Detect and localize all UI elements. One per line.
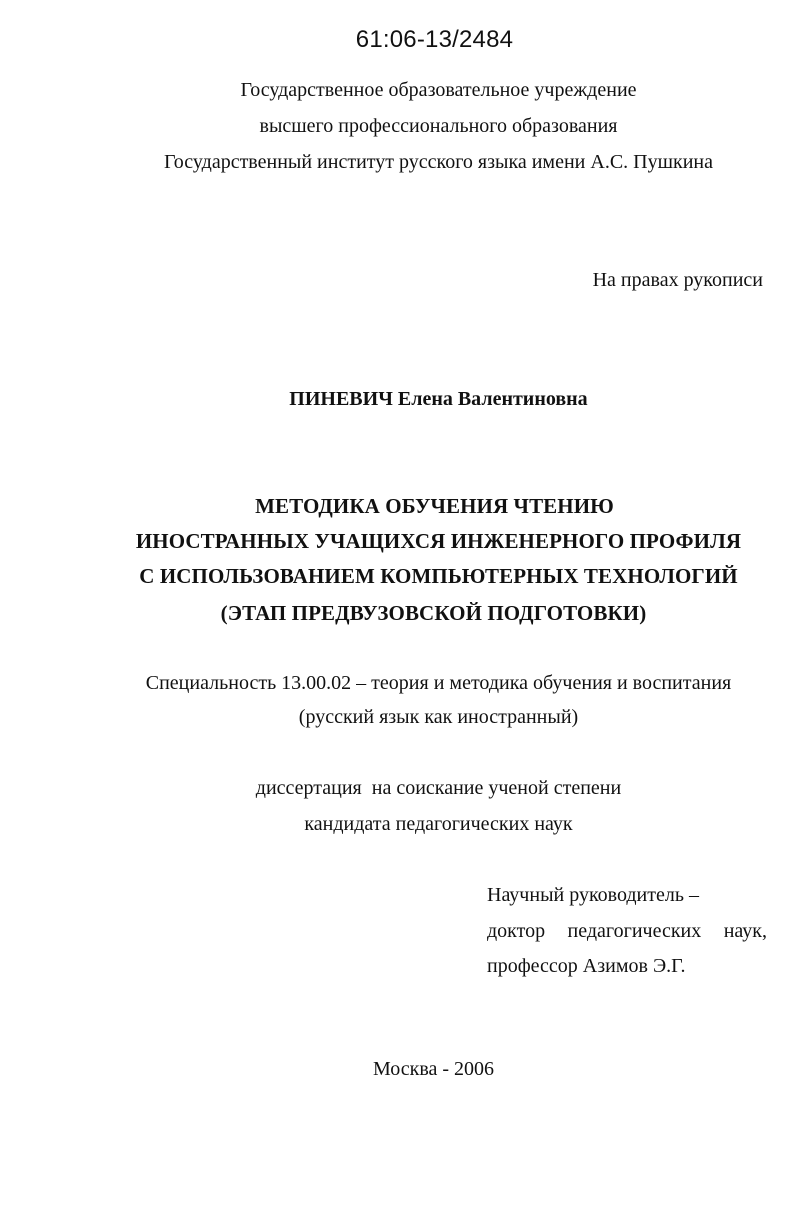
supervisor-degree: доктор педагогических наук, xyxy=(487,920,767,942)
supervisor-name: профессор Азимов Э.Г. xyxy=(487,955,686,977)
city-year: Москва - 2006 xyxy=(372,1058,495,1080)
institution-line-1: Государственное образовательное учреждение xyxy=(240,79,637,101)
title-line-4: (ЭТАП ПРЕДВУЗОВСКОЙ ПОДГОТОВКИ) xyxy=(220,601,647,625)
degree-line-2: кандидата педагогических наук xyxy=(304,813,573,835)
degree-line-1: диссертация на соискание ученой степени xyxy=(255,777,622,799)
specialty-line-2: (русский язык как иностранный) xyxy=(298,706,579,728)
archive-code: 61:06-13/2484 xyxy=(355,26,514,53)
institution-line-3: Государственный институт русского языка имени А.С. Пушкина xyxy=(163,151,713,173)
author-name: ПИНЕВИЧ Елена Валентиновна xyxy=(289,388,588,410)
manuscript-rights: На правах рукописи xyxy=(592,269,763,291)
title-line-2: ИНОСТРАННЫХ УЧАЩИХСЯ ИНЖЕНЕРНОГО ПРОФИЛЯ xyxy=(135,529,742,553)
title-line-3: С ИСПОЛЬЗОВАНИЕМ КОМПЬЮТЕРНЫХ ТЕХНОЛОГИЙ xyxy=(139,564,738,588)
supervisor-label: Научный руководитель – xyxy=(487,884,699,906)
institution-line-2: высшего профессионального образования xyxy=(259,115,618,137)
title-line-1: МЕТОДИКА ОБУЧЕНИЯ ЧТЕНИЮ xyxy=(255,494,614,518)
specialty-line-1: Специальность 13.00.02 – теория и методика обучения и воспитания xyxy=(145,672,732,694)
